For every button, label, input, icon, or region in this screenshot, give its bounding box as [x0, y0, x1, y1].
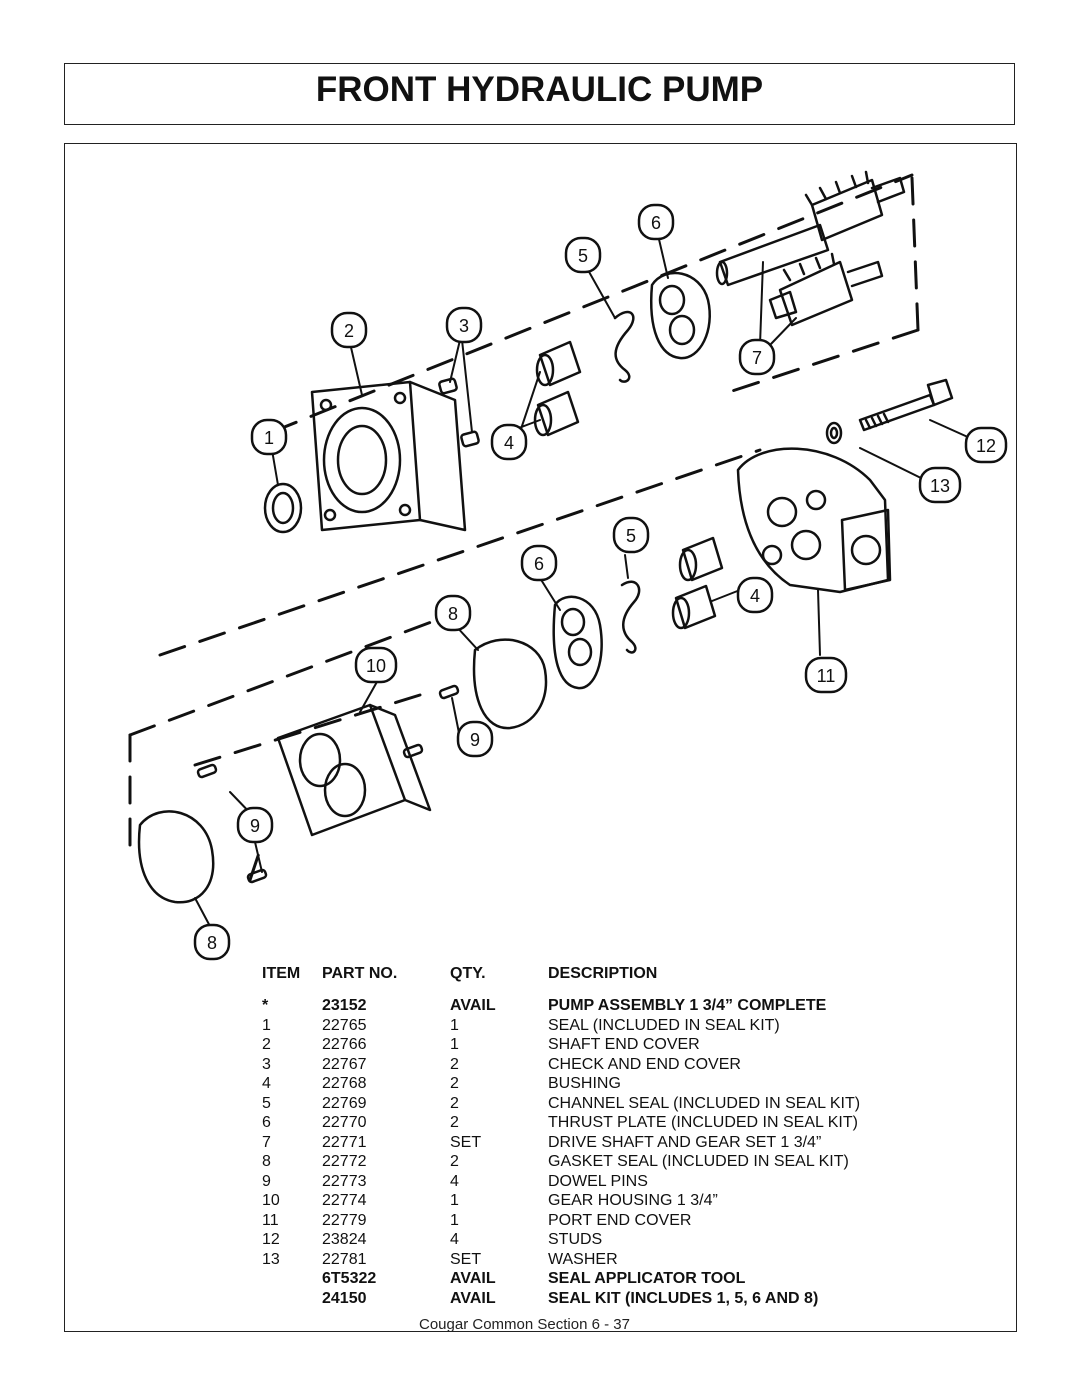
cell-qty: SET: [450, 1133, 482, 1151]
cell-description: PORT END COVER: [548, 1211, 692, 1229]
cell-qty: AVAIL: [450, 1270, 496, 1287]
cell-description: PUMP ASSEMBLY 1 3/4” COMPLETE: [548, 997, 827, 1014]
svg-text:11: 11: [816, 666, 836, 686]
callout-2: [332, 313, 366, 347]
cell-description: DRIVE SHAFT AND GEAR SET 1 3/4”: [548, 1133, 822, 1151]
cell-item: 12: [262, 1231, 280, 1248]
gasket-seal-upper: [474, 640, 546, 728]
svg-text:12: 12: [975, 436, 997, 456]
header-item: ITEM: [262, 965, 301, 982]
callout-6-upper: [639, 205, 673, 239]
cell-part-no: 23152: [322, 997, 367, 1014]
cell-qty: 2: [450, 1114, 459, 1131]
cell-qty: AVAIL: [450, 1289, 496, 1307]
callout-5-upper: [566, 238, 600, 272]
cell-description: WASHER: [548, 1250, 618, 1268]
cell-item: 3: [262, 1055, 271, 1073]
svg-text:6: 6: [650, 213, 662, 233]
callout-8-upper: [436, 596, 470, 630]
cell-qty: 4: [450, 1172, 459, 1190]
cell-qty: 1: [450, 1192, 459, 1209]
shaft-seal: [265, 484, 301, 532]
cell-item: 1: [262, 1016, 271, 1034]
stud: [860, 380, 952, 430]
svg-text:7: 7: [751, 348, 763, 368]
gasket-seal-lower: [139, 811, 213, 902]
cell-description: SEAL KIT (INCLUDES 1, 5, 6 AND 8): [548, 1289, 819, 1307]
svg-text:6: 6: [533, 554, 545, 574]
cell-item: 10: [262, 1192, 280, 1209]
callout-8-lower: [195, 925, 229, 959]
cell-part-no: 22768: [322, 1075, 367, 1092]
svg-text:9: 9: [469, 730, 481, 750]
channel-seal-lower: [622, 582, 639, 653]
cell-part-no: 6T5322: [322, 1270, 377, 1287]
cell-item: 7: [262, 1133, 271, 1151]
svg-text:8: 8: [206, 933, 218, 953]
callout-3: [447, 308, 481, 342]
cell-description: DOWEL PINS: [548, 1172, 648, 1190]
cell-qty: 2: [450, 1075, 459, 1092]
thrust-plate-lower: [554, 597, 602, 688]
cell-part-no: 23824: [322, 1231, 367, 1248]
header-part-no: PART NO.: [322, 965, 398, 982]
header-qty: QTY.: [450, 965, 486, 982]
channel-seal-upper: [615, 312, 633, 382]
cell-part-no: 22766: [322, 1036, 367, 1053]
page-footer: Cougar Common Section 6 - 37: [419, 1316, 630, 1333]
callout-4-lower: [738, 578, 772, 612]
cell-qty: 1: [450, 1211, 459, 1229]
svg-text:13: 13: [929, 476, 951, 496]
cell-item: 9: [262, 1172, 271, 1190]
cell-part-no: 22781: [322, 1250, 367, 1268]
svg-text:4: 4: [749, 586, 761, 606]
callout-11: [806, 658, 846, 692]
thrust-plate-upper: [651, 273, 710, 358]
bushings-upper: [535, 342, 580, 435]
svg-text:5: 5: [577, 246, 589, 266]
washer: [827, 423, 841, 443]
cell-description: BUSHING: [548, 1075, 621, 1092]
svg-text:5: 5: [625, 526, 637, 546]
cell-description: GASKET SEAL (INCLUDED IN SEAL KIT): [548, 1153, 849, 1170]
cell-item: 2: [262, 1036, 271, 1053]
cell-part-no: 22770: [322, 1114, 367, 1131]
callout-9-upper: [458, 722, 492, 756]
cell-description: CHANNEL SEAL (INCLUDED IN SEAL KIT): [548, 1094, 861, 1112]
cell-part-no: 22769: [322, 1094, 367, 1112]
cell-item: 8: [262, 1153, 271, 1170]
shaft-end-cover: [312, 382, 465, 530]
cell-description: STUDS: [548, 1231, 603, 1248]
cell-qty: 1: [450, 1036, 459, 1053]
cell-description: THRUST PLATE (INCLUDED IN SEAL KIT): [548, 1114, 858, 1131]
cell-description: GEAR HOUSING 1 3/4”: [548, 1192, 718, 1209]
bushings-lower: [673, 538, 722, 628]
svg-text:8: 8: [447, 604, 459, 624]
svg-text:4: 4: [503, 433, 515, 453]
page-title: FRONT HYDRAULIC PUMP: [315, 70, 764, 109]
cell-item: 4: [262, 1075, 271, 1092]
cell-qty: AVAIL: [450, 997, 496, 1014]
cell-part-no: 22771: [322, 1133, 367, 1151]
drive-shaft-gear-set: [717, 172, 904, 325]
cell-description: SEAL (INCLUDED IN SEAL KIT): [548, 1016, 780, 1034]
cell-description: CHECK AND END COVER: [548, 1055, 741, 1073]
callout-12: [966, 428, 1006, 462]
callout-1: [252, 420, 286, 454]
cell-item: 6: [262, 1114, 271, 1131]
cell-part-no: 24150: [322, 1289, 367, 1307]
callout-4-upper: [492, 425, 526, 459]
cell-item: *: [262, 997, 269, 1014]
svg-text:10: 10: [365, 656, 387, 676]
gear-housing: [278, 705, 430, 835]
cell-item: 11: [262, 1211, 279, 1229]
callout-9-lower: [238, 808, 272, 842]
cell-description: SHAFT END COVER: [548, 1036, 700, 1053]
leader-lines: [195, 235, 970, 930]
cell-qty: 2: [450, 1055, 459, 1073]
callout-13: [920, 468, 960, 502]
svg-text:1: 1: [263, 428, 275, 448]
cell-item: 5: [262, 1094, 271, 1112]
cell-qty: 4: [450, 1231, 459, 1248]
callout-7: [740, 340, 774, 374]
cell-part-no: 22773: [322, 1172, 367, 1190]
header-description: DESCRIPTION: [548, 965, 658, 982]
cell-item: 13: [262, 1250, 280, 1268]
cell-part-no: 22779: [322, 1211, 367, 1229]
callout-6-lower: [522, 546, 556, 580]
cell-qty: 1: [450, 1016, 459, 1034]
callout-5-lower: [614, 518, 648, 552]
cell-part-no: 22767: [322, 1055, 367, 1073]
port-end-cover: [738, 449, 890, 592]
svg-text:3: 3: [458, 316, 470, 336]
cell-qty: SET: [450, 1250, 482, 1268]
cell-qty: 2: [450, 1153, 459, 1170]
cell-part-no: 22774: [322, 1192, 367, 1209]
cell-part-no: 22772: [322, 1153, 367, 1170]
svg-text:2: 2: [343, 321, 355, 341]
cell-description: SEAL APPLICATOR TOOL: [548, 1270, 746, 1287]
cell-part-no: 22765: [322, 1016, 367, 1034]
cell-qty: 2: [450, 1094, 459, 1112]
callout-10: [356, 648, 396, 682]
svg-text:9: 9: [249, 816, 261, 836]
